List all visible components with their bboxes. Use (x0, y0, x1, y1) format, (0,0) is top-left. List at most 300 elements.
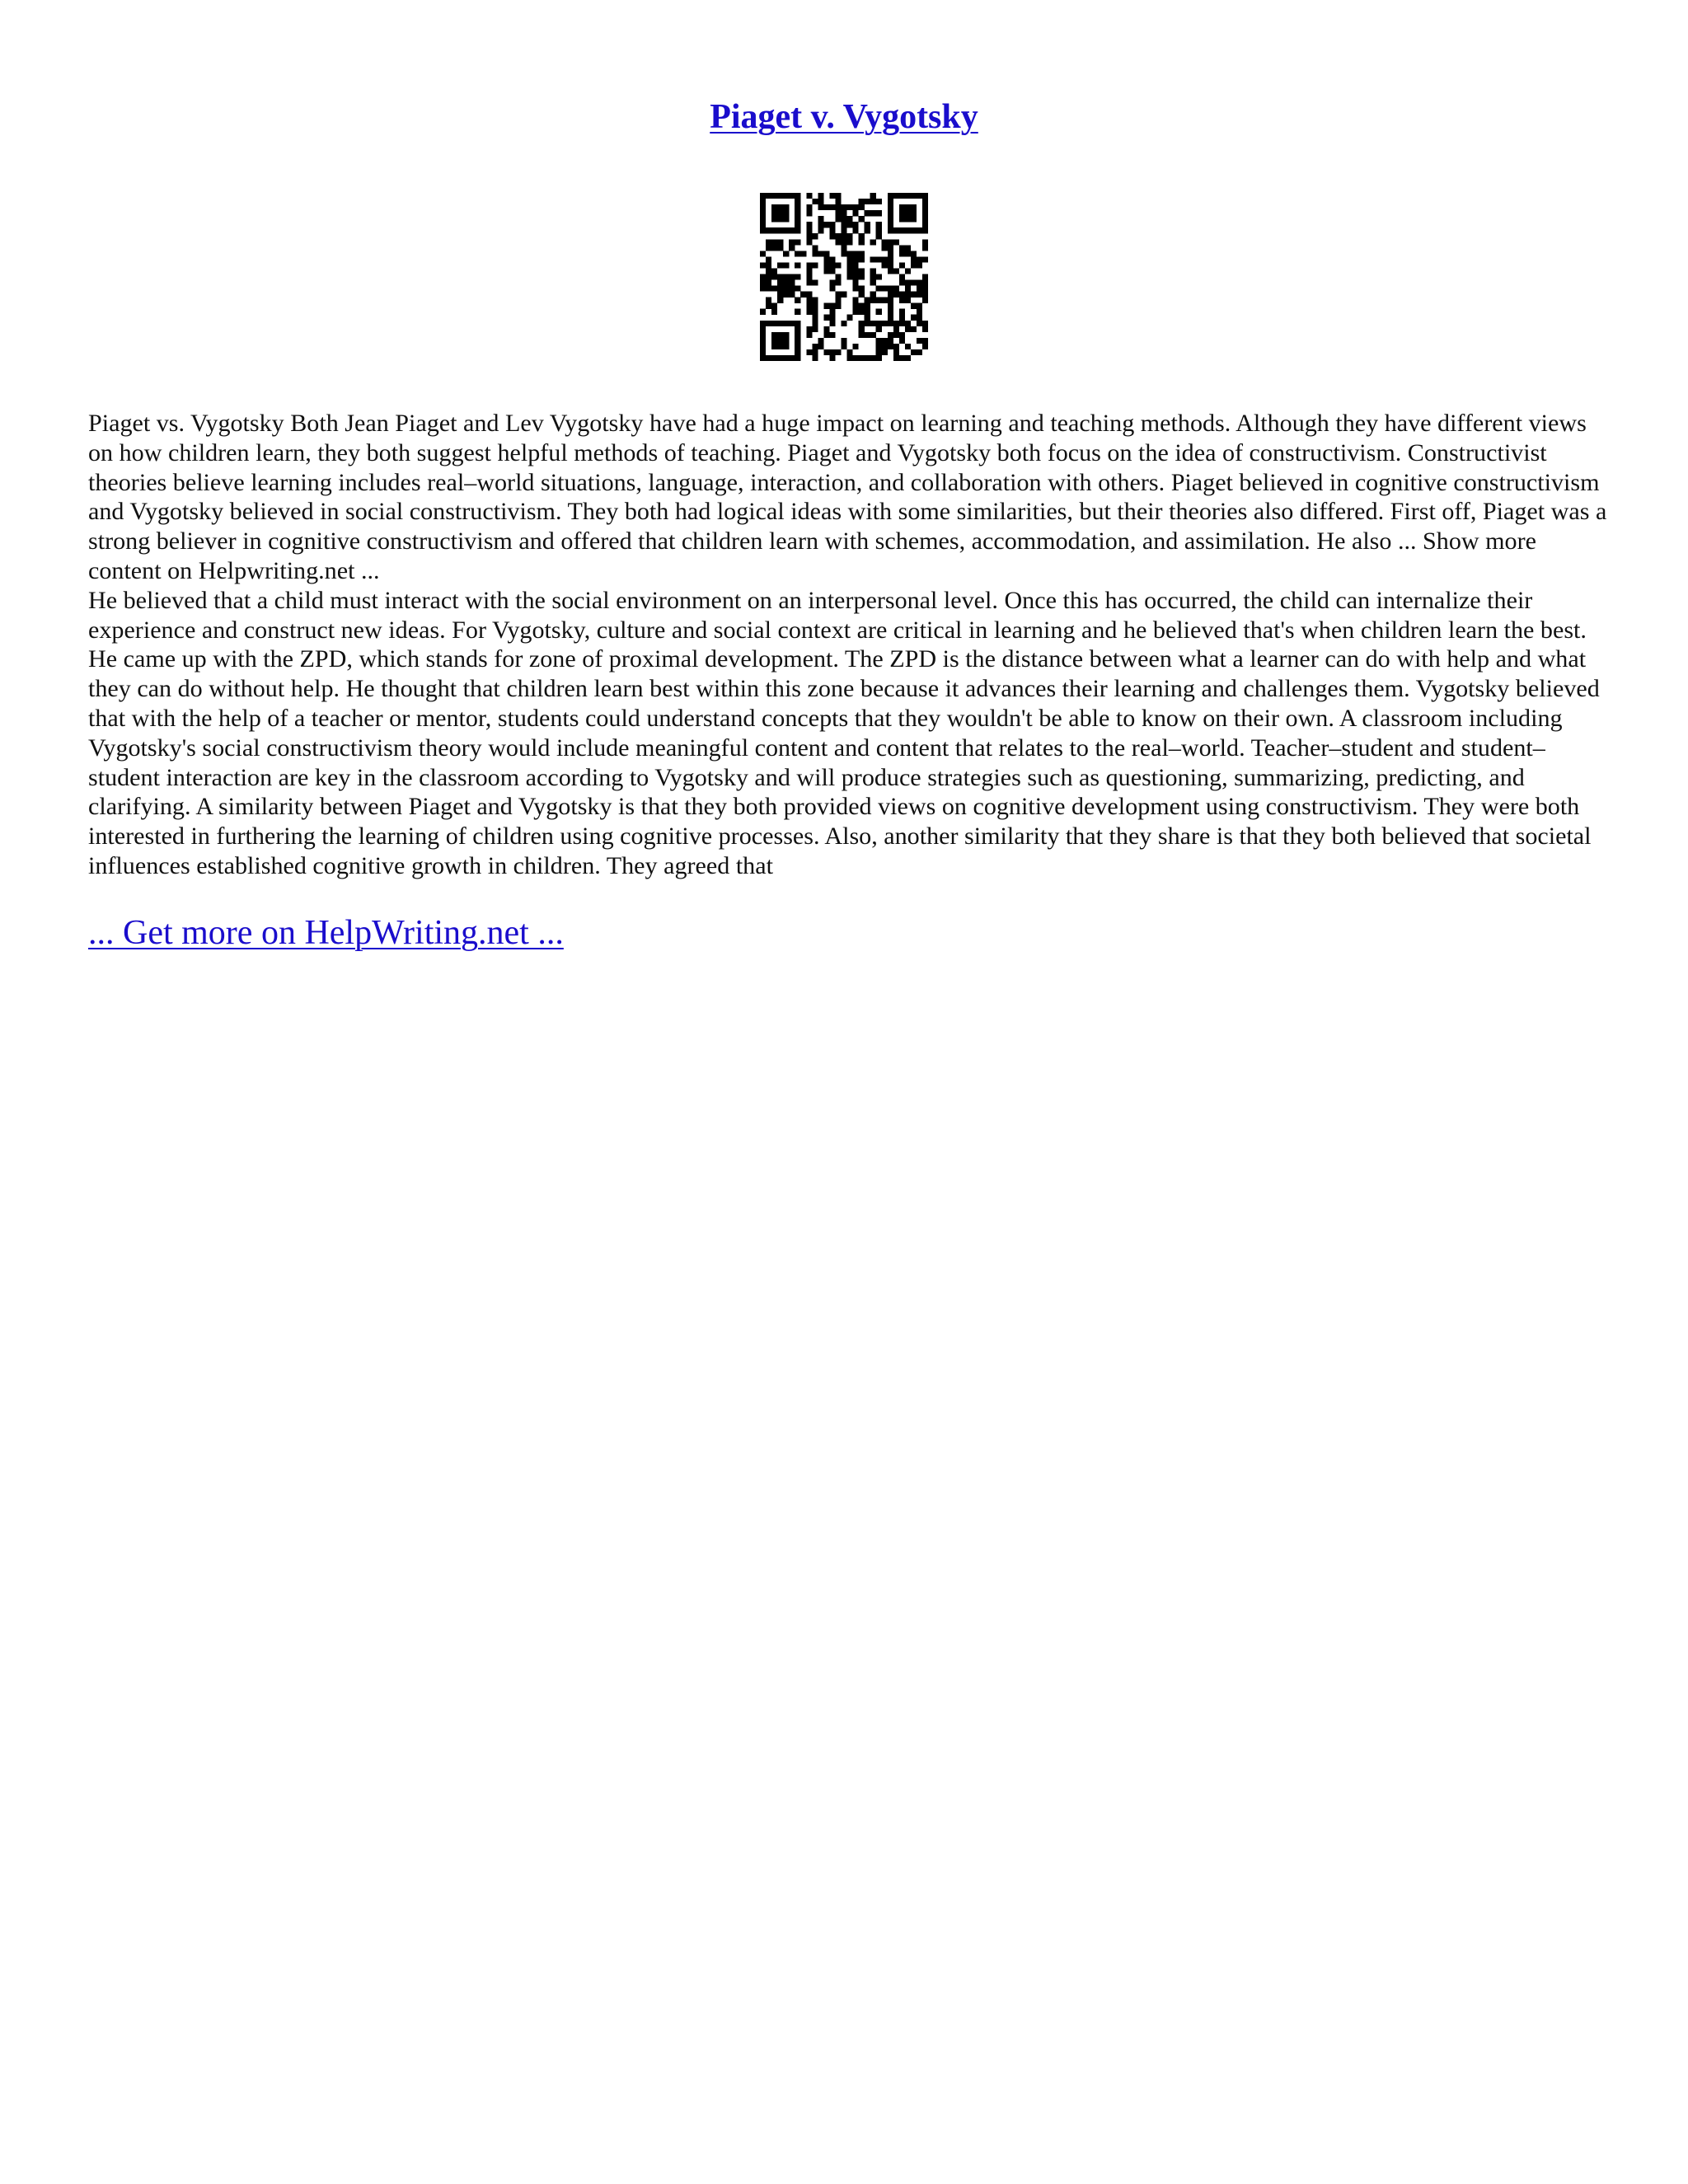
qr-module (882, 321, 888, 326)
qr-module (859, 292, 865, 298)
qr-module (829, 268, 835, 274)
qr-module (870, 280, 876, 286)
qr-module (870, 268, 876, 274)
qr-module (847, 315, 853, 321)
qr-module (777, 204, 783, 210)
qr-module (760, 210, 766, 216)
qr-module (777, 262, 783, 268)
qr-module (893, 268, 899, 274)
qr-module (823, 268, 829, 274)
qr-module (911, 216, 917, 222)
qr-module (905, 286, 911, 292)
qr-module (806, 280, 812, 286)
qr-module (899, 309, 905, 315)
qr-module (771, 193, 777, 199)
qr-module (783, 355, 789, 361)
qr-module (859, 233, 865, 239)
qr-module (829, 309, 835, 315)
qr-module (905, 280, 911, 286)
qr-module (905, 355, 911, 361)
qr-module (812, 349, 818, 355)
qr-module (905, 292, 911, 298)
qr-module (795, 321, 800, 326)
qr-module (899, 210, 905, 216)
qr-module (835, 193, 841, 199)
qr-module (777, 321, 783, 326)
qr-module (760, 262, 766, 268)
qr-module (888, 298, 893, 303)
qr-module (789, 355, 795, 361)
qr-module (760, 309, 766, 315)
qr-module (777, 332, 783, 338)
qr-module (823, 303, 829, 309)
qr-module (783, 251, 789, 256)
qr-module (771, 245, 777, 251)
qr-module (859, 199, 865, 204)
qr-module (777, 298, 783, 303)
qr-module (835, 298, 841, 303)
qr-code-icon (760, 193, 928, 361)
qr-module (829, 262, 835, 268)
qr-module (876, 286, 882, 292)
qr-module (777, 292, 783, 298)
qr-module (876, 222, 882, 227)
qr-module (888, 292, 893, 298)
qr-module (853, 309, 859, 315)
qr-module (847, 239, 853, 245)
qr-module (795, 298, 800, 303)
qr-module (766, 321, 771, 326)
qr-module (853, 344, 859, 349)
qr-module (760, 344, 766, 349)
qr-module (911, 204, 917, 210)
qr-module (835, 210, 841, 216)
qr-module (812, 245, 818, 251)
qr-module (771, 216, 777, 222)
qr-module (795, 210, 800, 216)
qr-module (806, 326, 812, 332)
qr-module (888, 256, 893, 262)
qr-module (829, 321, 835, 326)
qr-module (859, 355, 865, 361)
qr-module (766, 262, 771, 268)
qr-module (841, 222, 846, 227)
qr-module (859, 286, 865, 292)
qr-module (899, 332, 905, 338)
qr-module (771, 239, 777, 245)
qr-module (795, 222, 800, 227)
qr-module (789, 274, 795, 279)
qr-module (922, 245, 928, 251)
qr-module (760, 216, 766, 222)
qr-module (771, 210, 777, 216)
qr-module (882, 344, 888, 349)
qr-module (795, 193, 800, 199)
qr-module (812, 298, 818, 303)
qr-module (882, 286, 888, 292)
qr-module (783, 332, 789, 338)
qr-module (806, 262, 812, 268)
qr-module (795, 262, 800, 268)
qr-module (911, 292, 917, 298)
qr-module (806, 227, 812, 233)
qr-module (789, 286, 795, 292)
qr-module (829, 256, 835, 262)
qr-module (812, 199, 818, 204)
qr-module (789, 292, 795, 298)
qr-module (888, 199, 893, 204)
qr-module (795, 355, 800, 361)
qr-module (829, 233, 835, 239)
qr-module (806, 303, 812, 309)
qr-module (888, 210, 893, 216)
qr-module (783, 344, 789, 349)
qr-module (905, 321, 911, 326)
article-body (88, 409, 1613, 881)
qr-module (859, 204, 865, 210)
qr-module (823, 332, 829, 338)
qr-module (789, 193, 795, 199)
qr-module (806, 274, 812, 279)
qr-module (806, 268, 812, 274)
qr-module (917, 338, 922, 344)
qr-module (771, 309, 777, 315)
qr-module (795, 199, 800, 204)
qr-module (795, 274, 800, 279)
qr-module (829, 355, 835, 361)
qr-module (806, 210, 812, 216)
qr-module (876, 309, 882, 315)
qr-module (870, 274, 876, 279)
qr-module (859, 268, 865, 274)
qr-module (795, 332, 800, 338)
qr-module (760, 332, 766, 338)
qr-module (905, 251, 911, 256)
qr-module (899, 355, 905, 361)
qr-module (905, 216, 911, 222)
qr-module (865, 227, 870, 233)
qr-module (766, 227, 771, 233)
qr-module (789, 245, 795, 251)
qr-module (812, 280, 818, 286)
qr-module (766, 274, 771, 279)
qr-module (829, 193, 835, 199)
qr-module (789, 280, 795, 286)
qr-module (911, 326, 917, 332)
qr-module (893, 321, 899, 326)
qr-module (853, 204, 859, 210)
qr-module (818, 222, 823, 227)
qr-module (806, 332, 812, 338)
qr-module (922, 239, 928, 245)
qr-module (760, 286, 766, 292)
qr-module (853, 280, 859, 286)
qr-module (835, 349, 841, 355)
qr-module (823, 315, 829, 321)
qr-module (835, 292, 841, 298)
qr-module (917, 349, 922, 355)
qr-module (829, 280, 835, 286)
qr-module (789, 227, 795, 233)
qr-module (876, 355, 882, 361)
qr-module (783, 280, 789, 286)
qr-module (777, 344, 783, 349)
qr-module (777, 286, 783, 292)
qr-module (905, 326, 911, 332)
qr-module (859, 309, 865, 315)
qr-module (818, 199, 823, 204)
qr-module (847, 256, 853, 262)
qr-module (812, 344, 818, 349)
qr-module (853, 227, 859, 233)
qr-module (899, 338, 905, 344)
qr-module (859, 303, 865, 309)
qr-module (847, 349, 853, 355)
qr-module (812, 315, 818, 321)
qr-module (853, 262, 859, 268)
qr-module (766, 280, 771, 286)
qr-module (922, 280, 928, 286)
qr-module (888, 338, 893, 344)
qr-module (783, 286, 789, 292)
qr-module (760, 274, 766, 279)
qr-module (783, 216, 789, 222)
qr-module (835, 199, 841, 204)
qr-module (865, 332, 870, 338)
qr-module (899, 315, 905, 321)
qr-module (922, 286, 928, 292)
qr-module (823, 349, 829, 355)
qr-module (870, 292, 876, 298)
qr-module (812, 321, 818, 326)
qr-module (882, 262, 888, 268)
qr-module (795, 251, 800, 256)
qr-module (893, 326, 899, 332)
qr-module (911, 256, 917, 262)
qr-module (899, 216, 905, 222)
qr-module (829, 227, 835, 233)
qr-module (783, 274, 789, 279)
qr-module (812, 233, 818, 239)
qr-module (899, 280, 905, 286)
title-container (0, 97, 1688, 137)
qr-module (853, 286, 859, 292)
qr-module (876, 274, 882, 279)
qr-module (829, 332, 835, 338)
qr-module (911, 210, 917, 216)
qr-module (789, 239, 795, 245)
qr-module (899, 245, 905, 251)
qr-module (795, 239, 800, 245)
qr-module (795, 216, 800, 222)
qr-module (922, 338, 928, 344)
qr-module (899, 262, 905, 268)
qr-module (876, 326, 882, 332)
qr-module (789, 321, 795, 326)
qr-module (917, 256, 922, 262)
qr-module (859, 251, 865, 256)
qr-module (823, 262, 829, 268)
qr-module (766, 355, 771, 361)
qr-module (859, 216, 865, 222)
qr-module (899, 298, 905, 303)
qr-module (841, 344, 846, 349)
qr-module (922, 321, 928, 326)
qr-module (888, 315, 893, 321)
qr-module (841, 210, 846, 216)
qr-module (777, 274, 783, 279)
qr-module (760, 326, 766, 332)
qr-module (888, 344, 893, 349)
qr-module (847, 233, 853, 239)
qr-module (771, 274, 777, 279)
qr-module (865, 303, 870, 309)
qr-module (835, 239, 841, 245)
qr-module (922, 204, 928, 210)
qr-module (795, 309, 800, 315)
qr-module (876, 233, 882, 239)
get-more-link[interactable]: ... Get more on HelpWriting.net ... (88, 914, 564, 952)
qr-module (859, 321, 865, 326)
qr-module (783, 193, 789, 199)
qr-module (760, 199, 766, 204)
page-title-link[interactable]: Piaget v. Vygotsky (710, 98, 978, 136)
qr-module (760, 355, 766, 361)
qr-module (853, 274, 859, 279)
qr-module (905, 344, 911, 349)
qr-module (876, 210, 882, 216)
qr-module (888, 193, 893, 199)
qr-module (917, 262, 922, 268)
qr-module (870, 332, 876, 338)
qr-module (888, 251, 893, 256)
qr-module (899, 193, 905, 199)
qr-module (888, 245, 893, 251)
qr-module (783, 338, 789, 344)
qr-module (812, 303, 818, 309)
qr-module (893, 344, 899, 349)
qr-module (818, 193, 823, 199)
qr-module (922, 298, 928, 303)
qr-module (812, 251, 818, 256)
qr-module (829, 315, 835, 321)
qr-module (841, 216, 846, 222)
qr-module (835, 262, 841, 268)
qr-module (870, 256, 876, 262)
qr-module (812, 309, 818, 315)
qr-module (771, 268, 777, 274)
qr-module (876, 321, 882, 326)
qr-module (917, 309, 922, 315)
qr-module (859, 239, 865, 245)
qr-module (771, 321, 777, 326)
qr-module (859, 256, 865, 262)
qr-module (818, 204, 823, 210)
qr-module (777, 216, 783, 222)
qr-module (888, 216, 893, 222)
qr-module (905, 204, 911, 210)
qr-module (911, 315, 917, 321)
qr-module (795, 204, 800, 210)
qr-module (917, 280, 922, 286)
qr-module (806, 292, 812, 298)
qr-module (888, 268, 893, 274)
qr-module (888, 321, 893, 326)
qr-module (888, 262, 893, 268)
qr-module (760, 222, 766, 227)
qr-module (853, 222, 859, 227)
qr-module (853, 256, 859, 262)
qr-module (876, 338, 882, 344)
qr-module (917, 315, 922, 321)
qr-module (893, 193, 899, 199)
qr-module (882, 239, 888, 245)
qr-module (795, 338, 800, 344)
qr-module (823, 256, 829, 262)
qr-module (777, 338, 783, 344)
qr-module (818, 344, 823, 349)
qr-module (853, 251, 859, 256)
qr-module (847, 251, 853, 256)
qr-module (922, 326, 928, 332)
qr-module (922, 274, 928, 279)
qr-module (812, 326, 818, 332)
qr-module (766, 286, 771, 292)
qr-module (922, 292, 928, 298)
qr-module (766, 268, 771, 274)
qr-module (911, 193, 917, 199)
qr-module (888, 227, 893, 233)
qr-module (806, 298, 812, 303)
qr-module (795, 349, 800, 355)
qr-module (771, 227, 777, 233)
qr-module (865, 199, 870, 204)
qr-module (911, 303, 917, 309)
qr-module (888, 309, 893, 315)
qr-module (870, 321, 876, 326)
qr-module (859, 326, 865, 332)
qr-module (783, 292, 789, 298)
qr-module (882, 349, 888, 355)
qr-module (771, 332, 777, 338)
qr-module (882, 256, 888, 262)
qr-module (806, 193, 812, 199)
qr-module (795, 286, 800, 292)
qr-module (777, 280, 783, 286)
qr-module (876, 227, 882, 233)
qr-module (917, 292, 922, 298)
qr-module (795, 326, 800, 332)
qr-module (917, 321, 922, 326)
qr-module (783, 262, 789, 268)
qr-module (818, 338, 823, 344)
qr-module (777, 355, 783, 361)
qr-module (911, 251, 917, 256)
qr-module (806, 222, 812, 227)
qr-module (922, 199, 928, 204)
qr-module (795, 227, 800, 233)
qr-module (841, 292, 846, 298)
qr-module (870, 199, 876, 204)
qr-module (905, 268, 911, 274)
qr-module (899, 321, 905, 326)
qr-module (922, 193, 928, 199)
qr-module (841, 251, 846, 256)
qr-module (806, 349, 812, 355)
qr-module (911, 262, 917, 268)
qr-module (771, 204, 777, 210)
qr-module (818, 216, 823, 222)
